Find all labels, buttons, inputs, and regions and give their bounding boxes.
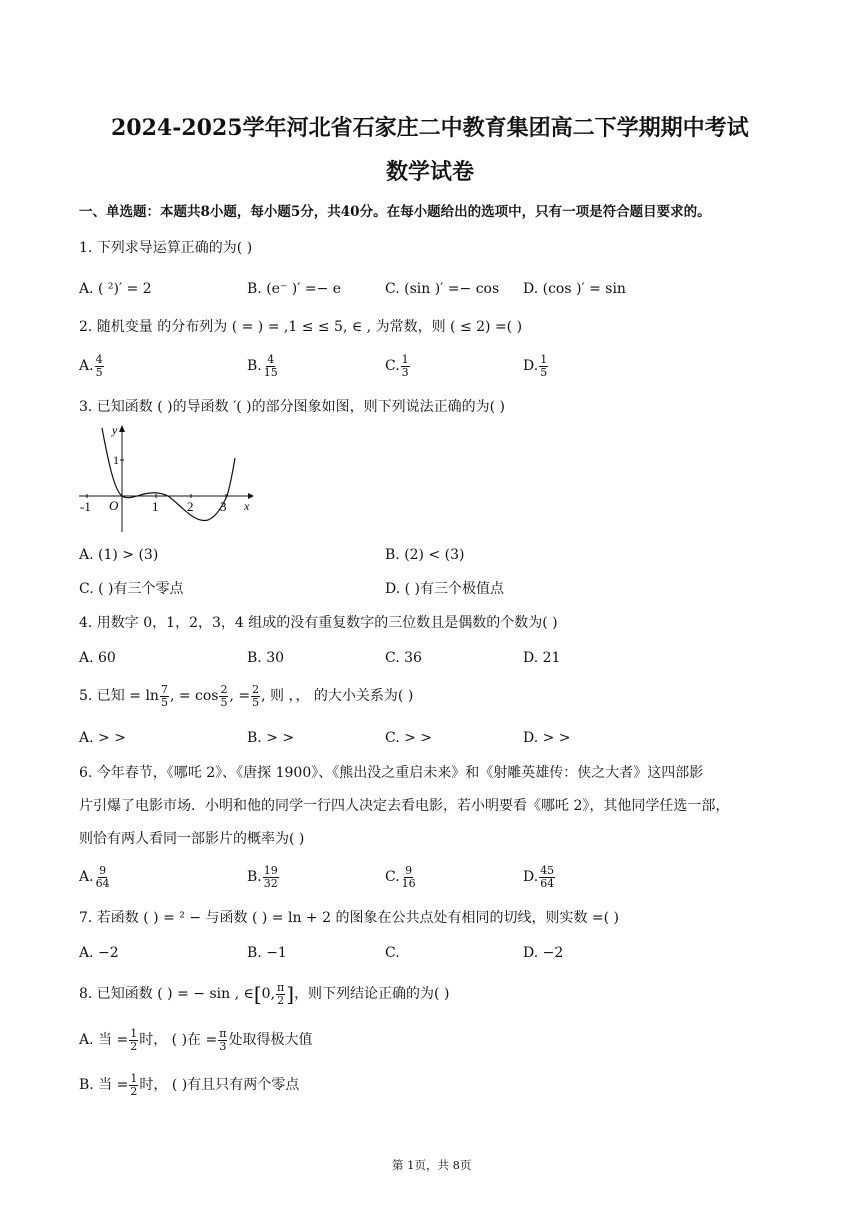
question-5-option-c: C. > >: [385, 730, 433, 746]
question-4-option-a: A. 60: [79, 650, 116, 666]
page-subtitle: 数学试卷: [386, 159, 475, 185]
derivative-graph: [76, 420, 261, 538]
question-1-option-b: B. (e⁻ )′ =− e: [247, 281, 342, 297]
question-6-line-1: 6. 今年春节，《哪吒 2》、《唐探 1900》、《熊出没之重启未来》和《射雕英雄传：侠之大者》这四部影: [79, 765, 704, 781]
x-tick-label-2: 2: [187, 499, 194, 514]
question-2-option-d: D. $\frac{1}{5}$: [523, 353, 548, 379]
question-3-option-c: C. ( )有三个零点: [79, 581, 184, 597]
question-3-option-b: B. (2) < (3): [385, 547, 465, 563]
question-4-option-b: B. 30: [247, 650, 285, 666]
section-heading: 一、单选题：本题共8小题，每小题5分，共40分。在每小题给出的选项中，只有一项是符合题目要求的。: [79, 204, 711, 220]
question-5-option-d: D. > >: [523, 730, 571, 746]
question-1-option-d: D. (cos )′ = sin: [523, 281, 626, 297]
question-7-option-a: A. −2: [79, 945, 119, 961]
question-2-option-c: C. $\frac{1}{3}$: [385, 353, 409, 379]
question-4-option-d: D. 21: [523, 650, 561, 666]
question-4-option-c: C. 36: [385, 650, 422, 666]
question-4-stem: 4. 用数字 0，1，2，3，4 组成的没有重复数字的三位数且是偶数的个数为( ): [79, 615, 558, 631]
question-6-option-b: B. $\frac{19}{32}$: [247, 864, 278, 890]
question-5-option-a: A. > >: [79, 730, 126, 746]
question-5-option-b: B. > >: [247, 730, 295, 746]
question-1-option-a: A. ( ²)′ = 2: [79, 281, 152, 297]
y-axis-label: y: [112, 423, 118, 437]
question-6-line-2: 片引爆了电影市场．小明和他的同学一行四人决定去看电影，若小明要看《哪吒 2》，其他同学任选一部，: [79, 798, 730, 814]
x-tick-label-1: 1: [152, 499, 159, 514]
question-2-stem: 2. 随机变量 的分布列为 ( = ) = ,1 ≤ ≤ 5, ∈ , 为常数，则 ( ≤ 2) =( ): [79, 319, 523, 335]
question-6-option-c: C. $\frac{9}{16}$: [385, 864, 416, 890]
question-8-stem: 8. 已知函数 ( ) = − sin , ∈[0, $\frac{\pi}{2}$ ]，则下列结论正确的为( ): [79, 981, 450, 1007]
question-5-stem: 5. 已知 = ln $\frac{7}{5}$ , = cos $\frac{2}{5}$ , = $\frac{2}{5}$ , 则 ，， 的大小关系为( ): [79, 683, 414, 709]
question-7-stem: 7. 若函数 ( ) = ² − 与函数 ( ) = ln + 2 的图象在公共点处有相同的切线，则实数 =( ): [79, 910, 619, 926]
question-2-option-a: A. $\frac{4}{5}$: [79, 353, 103, 379]
question-6-line-3: 则恰有两人看同一部影片的概率为( ): [79, 831, 305, 847]
y-tick-label: 1: [113, 453, 119, 467]
y-axis-arrow: [119, 425, 125, 432]
page-title: 2024-2025学年河北省石家庄二中教育集团高二下学期期中考试: [111, 115, 749, 141]
x-axis-label: x: [244, 499, 250, 513]
x-tick-label-3: 3: [220, 499, 227, 514]
question-3-option-a: A. (1) > (3): [79, 547, 159, 563]
question-7-option-c: C.: [385, 945, 400, 961]
question-8-option-a: A. 当 = $\frac{1}{2}$ 时， ( )在 = $\frac{\pi}{3}$ 处取得极大值: [79, 1027, 313, 1053]
question-7-option-b: B. −1: [247, 945, 287, 961]
question-1-option-c: C. (sin )′ =− cos: [385, 281, 500, 297]
question-6-option-a: A. $\frac{9}{64}$: [79, 864, 110, 890]
question-8-option-b: B. 当 = $\frac{1}{2}$ 时， ( )有且只有两个零点: [79, 1072, 300, 1098]
question-7-option-d: D. −2: [523, 945, 564, 961]
question-1-stem: 1. 下列求导运算正确的为( ): [79, 240, 253, 256]
x-tick-label-neg1: -1: [80, 499, 91, 514]
origin-label: O: [109, 498, 119, 513]
page-footer: 第 1页，共 8页: [392, 1158, 472, 1172]
question-3-stem: 3. 已知函数 ( )的导函数 ′( )的部分图象如图，则下列说法正确的为( ): [79, 399, 506, 415]
question-6-option-d: D. $\frac{45}{64}$: [523, 864, 555, 890]
question-2-option-b: B. $\frac{4}{15}$: [247, 353, 278, 379]
question-3-option-d: D. ( )有三个极值点: [385, 581, 504, 597]
